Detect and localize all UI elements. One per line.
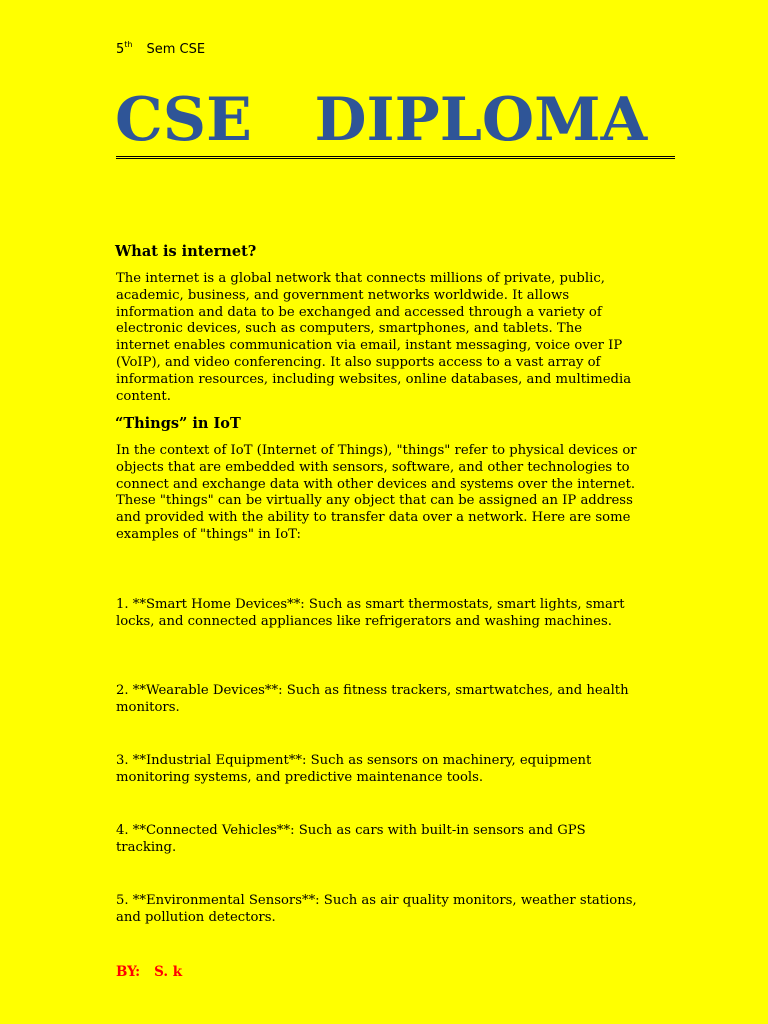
title-double-rule: [116, 156, 675, 159]
author-byline: [116, 964, 182, 981]
page-title: CSE DIPLOMA: [115, 85, 648, 155]
semester-number: 5: [116, 42, 125, 57]
iot-heading: “Things” in IoT: [115, 415, 241, 432]
semester-text: Sem CSE: [146, 42, 206, 57]
iot-list-item: 2. **Wearable Devices**: Such as fitness trackers, smartwatches, and health monitors.: [116, 683, 629, 715]
internet-paragraph: The internet is a global network that connects millions of private, public, academic, business, and government networks worldwide. It allows information and data to be exchanged and accessed through a variety of electronic devices, such as computers, smartphones, and tablets. The internet enables communication via email, instant messaging, voice over IP (VoIP), and video conferencing. It also supports access to a vast array of information resources, including websites, online databases, and multimedia content.: [116, 271, 632, 404]
semester-label: [116, 42, 205, 58]
iot-intro-paragraph: In the context of IoT (Internet of Things), "things" refer to physical devices or objects that are embedded with sensors, software, and other technologies to connect and exchange data with other devices and systems over the internet. These "things" can be virtually any object that can be assigned an IP address and provided with the ability to transfer data over a network. Here are some examples of "things" in IoT:: [116, 443, 637, 542]
iot-list-item: 1. **Smart Home Devices**: Such as smart thermostats, smart lights, smart locks, and connected appliances like refrigerators and washing machines.: [116, 597, 625, 629]
semester-suffix: th: [124, 40, 133, 49]
iot-list-item: 5. **Environmental Sensors**: Such as air quality monitors, weather stations, and pollution detectors.: [116, 893, 637, 925]
iot-list-item: 4. **Connected Vehicles**: Such as cars with built-in sensors and GPS tracking.: [116, 823, 586, 855]
by-label: BY:: [116, 964, 141, 980]
author-name: S. k: [154, 964, 183, 980]
internet-heading: What is internet?: [115, 243, 257, 260]
iot-list-item: 3. **Industrial Equipment**: Such as sensors on machinery, equipment monitoring systems, and predictive maintenance tools.: [116, 753, 592, 785]
